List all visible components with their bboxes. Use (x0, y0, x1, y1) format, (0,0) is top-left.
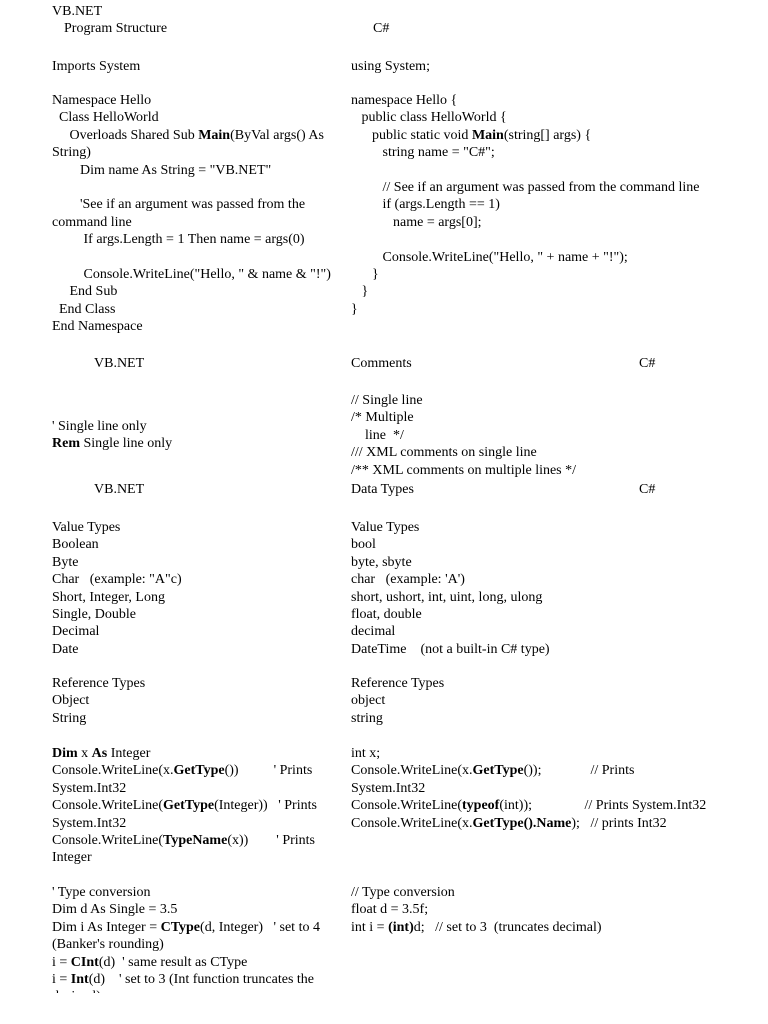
code-line: int i = (int)d; // set to 3 (truncates decimal) (351, 919, 602, 935)
code-line: Dim x As Integer (52, 746, 151, 761)
code-line (351, 162, 711, 179)
code-line: DateTime (not a built-in C# type) (351, 641, 550, 657)
code-line: Console.WriteLine(x.GetType()); // Prints System.Int32 (351, 763, 638, 796)
code-line: line */ (351, 427, 404, 443)
code-line: End Namespace (52, 319, 143, 335)
code-line: Console.WriteLine(typeof(int)); // Prints System.Int32 (351, 798, 707, 814)
keyword: CInt (70, 954, 99, 970)
code-line: } (351, 267, 379, 283)
code-line: If args.Length = 1 Then name = args(0) (52, 232, 305, 248)
section-title-comments: Comments (351, 356, 412, 371)
code-line: Rem Single line only (52, 436, 173, 452)
comments-vb-label: VB.NET (94, 356, 145, 371)
keyword: Main (198, 127, 231, 143)
code-line: Value Types (52, 520, 121, 535)
keyword: GetType (163, 798, 215, 814)
vb-program-code (52, 92, 340, 336)
code-line: string name = "C#"; (351, 145, 495, 161)
keyword: TypeName (163, 833, 228, 849)
code-line: Reference Types (351, 676, 445, 691)
code-line: Overloads Shared Sub Main(ByVal args() As String) (52, 127, 328, 161)
code-line: Class HelloWorld (52, 110, 159, 126)
code-line: Dim name As String = "VB.NET" (52, 162, 272, 178)
code-line: Decimal (52, 624, 100, 640)
code-line: ' Single line only (52, 419, 147, 434)
code-line: Dim d As Single = 3.5 (52, 902, 178, 918)
vb-column-title: VB.NET (52, 4, 103, 19)
code-line: namespace Hello { (351, 93, 458, 108)
code-line: /// XML comments on single line (351, 445, 537, 461)
code-line: String (52, 710, 87, 726)
code-line: bool (351, 537, 376, 553)
code-line: i = Int(d) ' set to 3 (Int function truncates the (52, 972, 314, 988)
code-line: Console.WriteLine("Hello, " + name + "!"); (351, 249, 628, 265)
cs-value-types (351, 519, 711, 658)
vb-value-types (52, 519, 340, 658)
keyword: Rem (52, 436, 80, 452)
vb-imports: Imports System (52, 59, 141, 74)
code-line: End Class (52, 301, 116, 317)
code-line: Dim i As Integer = CType(d, Integer) ' set to 4 (Banker's rounding) (52, 919, 324, 953)
code-line: Short, Integer, Long (52, 589, 165, 605)
code-line: Byte (52, 554, 79, 570)
cs-using: using System; (351, 59, 430, 74)
code-line: i = CInt(d) ' same result as CType (52, 954, 248, 970)
code-line: 'See if an argument was passed from the command line (52, 197, 309, 230)
keyword: Dim (52, 746, 78, 761)
cs-reference-types (351, 675, 711, 727)
keyword: Int (70, 972, 89, 988)
cs-type-conversion-code (351, 884, 711, 936)
code-line: Reference Types (52, 676, 146, 691)
code-line: short, ushort, int, uint, long, ulong (351, 589, 543, 605)
datatypes-cs-label: C# (639, 482, 656, 497)
code-line: Char (example: "A"c) (52, 572, 182, 588)
code-line: int x; (351, 746, 381, 761)
code-line: char (example: 'A') (351, 572, 465, 588)
code-line: Console.WriteLine(x.GetType()) ' Prints System.Int32 (52, 763, 316, 796)
code-line: name = args[0]; (351, 214, 482, 230)
code-line: Date (52, 641, 79, 657)
code-line: End Sub (52, 284, 118, 300)
vb-gettype-code (52, 745, 340, 867)
section-title-program-structure: Program Structure (64, 21, 168, 36)
code-line: Value Types (351, 520, 420, 535)
keyword: As (91, 746, 108, 761)
keyword: typeof (462, 798, 500, 814)
code-line: ' Type conversion (52, 885, 151, 900)
cs-comments-code (351, 392, 711, 479)
code-line: Console.WriteLine(x.GetType().Name); // prints Int32 (351, 815, 667, 831)
keyword: (int) (388, 919, 414, 935)
keyword: GetType().Name (472, 815, 572, 831)
code-line: Namespace Hello (52, 93, 152, 108)
vb-reference-types (52, 675, 340, 727)
code-line: } (351, 301, 358, 317)
code-line: /** XML comments on multiple lines */ (351, 462, 577, 478)
code-line (52, 179, 340, 196)
vb-type-conversion-code (52, 884, 340, 1006)
code-line: Console.WriteLine("Hello, " & name & "!") (52, 267, 331, 283)
keyword: GetType (173, 763, 225, 779)
code-line: string (351, 710, 383, 726)
code-line: Object (52, 693, 90, 709)
code-line: float, double (351, 607, 422, 623)
comments-cs-label: C# (639, 356, 656, 371)
code-line: float d = 3.5f; (351, 902, 429, 918)
code-line (351, 231, 711, 248)
code-line: Single, Double (52, 607, 136, 623)
datatypes-vb-label: VB.NET (94, 482, 145, 497)
code-line: decimal (351, 624, 396, 640)
code-line: public class HelloWorld { (351, 110, 507, 126)
code-line: } (351, 284, 369, 300)
code-line: /* Multiple (351, 410, 414, 426)
cs-gettype-code (351, 745, 711, 832)
code-line: byte, sbyte (351, 554, 412, 570)
vb-comments-code (52, 418, 340, 453)
keyword: GetType (472, 763, 524, 779)
code-line: Console.WriteLine(TypeName(x)) ' Prints Integer (52, 833, 319, 866)
keyword: CType (160, 919, 201, 935)
code-line: Boolean (52, 537, 99, 553)
cs-program-code (351, 92, 711, 318)
code-line: // Type conversion (351, 885, 455, 900)
keyword: Main (471, 127, 504, 143)
code-line: // See if an argument was passed from the command line (351, 180, 700, 196)
page-cutoff-mask (0, 993, 768, 1024)
code-line: if (args.Length == 1) (351, 197, 500, 213)
code-line: object (351, 693, 386, 709)
code-line: // Single line (351, 393, 423, 408)
cs-column-title: C# (373, 21, 390, 36)
code-line (52, 249, 340, 266)
code-line: public static void Main(string[] args) { (351, 127, 592, 143)
code-line: Console.WriteLine(GetType(Integer)) ' Prints System.Int32 (52, 798, 321, 831)
section-title-data-types: Data Types (351, 482, 414, 497)
